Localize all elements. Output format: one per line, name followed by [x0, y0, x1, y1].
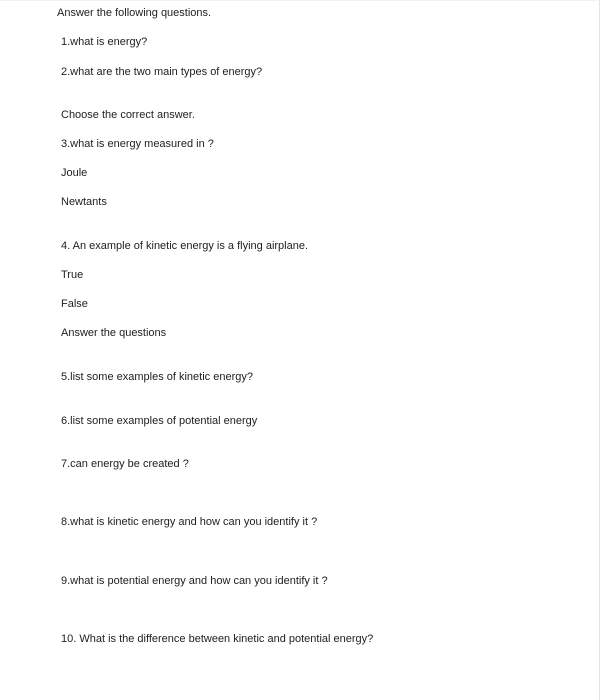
question-3-option-newtants: Newtants — [61, 196, 107, 208]
question-4-option-false: False — [61, 298, 88, 310]
short-answer-instruction: Answer the questions — [61, 327, 167, 339]
worksheet-heading: Answer the following questions. — [57, 7, 212, 19]
question-1: 1.what is energy? — [61, 36, 148, 48]
question-4: 4. An example of kinetic energy is a flying airplane. — [61, 240, 309, 252]
question-3: 3.what is energy measured in ? — [61, 138, 214, 150]
question-5: 5.list some examples of kinetic energy? — [61, 371, 253, 383]
question-7: 7.can energy be created ? — [61, 458, 189, 470]
question-9: 9.what is potential energy and how can you identify it ? — [61, 575, 328, 587]
question-2: 2.what are the two main types of energy? — [61, 66, 263, 78]
question-10: 10. What is the difference between kinetic and potential energy? — [61, 633, 374, 645]
question-3-option-joule: Joule — [61, 167, 88, 179]
question-4-option-true: True — [61, 269, 84, 281]
multiple-choice-instruction: Choose the correct answer. — [61, 109, 195, 121]
question-8: 8.what is kinetic energy and how can you identify it ? — [61, 516, 318, 528]
question-6: 6.list some examples of potential energy — [61, 415, 258, 427]
